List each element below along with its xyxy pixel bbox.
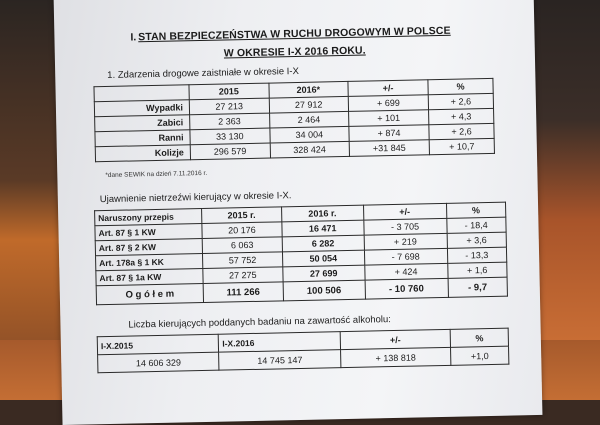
value-pct: - 18,4 xyxy=(446,217,506,233)
value-2015: 27 213 xyxy=(189,98,269,115)
header-cell: I-X.2015 xyxy=(97,334,219,355)
value-diff: + 219 xyxy=(364,233,447,250)
value-diff: - 3 705 xyxy=(363,218,446,235)
header-cell: 2016* xyxy=(268,81,348,98)
row-label: Art. 87 § 1a KW xyxy=(96,269,203,286)
total-2015: 111 266 xyxy=(203,282,283,303)
drunk-drivers-table xyxy=(94,202,508,306)
row-label: Wypadki xyxy=(94,100,189,117)
value-2015: 296 579 xyxy=(190,143,270,160)
value-diff: + 101 xyxy=(349,110,429,127)
value-pct: + 1,6 xyxy=(447,262,507,278)
total-diff: - 10 760 xyxy=(365,278,448,299)
value-diff: + 699 xyxy=(348,95,428,112)
section2-heading: Ujawnienie nietrzeźwi kierujący w okresie I-X. xyxy=(99,190,292,206)
value-2016: 27 912 xyxy=(269,96,349,113)
total-label: O g ó ł e m xyxy=(96,284,203,305)
value-2015: 6 063 xyxy=(202,237,282,254)
value-pct: + 2,6 xyxy=(429,123,494,139)
value-pct: - 13,3 xyxy=(447,247,507,263)
value-2016: 16 471 xyxy=(282,220,364,237)
value-2015: 20 176 xyxy=(202,222,282,239)
header-cell: I-X.2016 xyxy=(219,332,341,353)
header-cell: Naruszony przepis xyxy=(95,209,202,226)
value-2016: 2 464 xyxy=(269,111,349,128)
document-title-line1: STAN BEZPIECZEŃSTWA W RUCHU DROGOWYM W POLSCE xyxy=(138,24,451,44)
header-cell: +/- xyxy=(363,203,446,220)
value-pct: + 10,7 xyxy=(429,138,494,154)
value-diff: + 138 818 xyxy=(340,347,451,367)
value-2016: 14 745 147 xyxy=(219,350,341,371)
header-cell: 2015 r. xyxy=(202,207,282,224)
footnote: *dane SEWIK na dzień 7.11.2016 r. xyxy=(105,169,208,180)
total-2016: 100 506 xyxy=(283,280,365,301)
value-pct: + 4,3 xyxy=(429,108,494,124)
value-2016: 6 282 xyxy=(282,235,364,252)
value-diff: +31 845 xyxy=(349,140,429,157)
value-2016: 34 004 xyxy=(269,126,349,143)
value-pct: +1,0 xyxy=(451,346,509,365)
section-number: I. xyxy=(130,31,137,44)
document-sheet xyxy=(54,0,543,425)
header-cell: % xyxy=(446,202,506,218)
value-diff: + 874 xyxy=(349,125,429,142)
row-label: Kolizje xyxy=(95,145,190,162)
value-2015: 33 130 xyxy=(190,128,270,145)
alcohol-tests-table xyxy=(97,328,510,374)
section3-heading: Liczba kierujących poddanych badaniu na zawartość alkoholu: xyxy=(128,314,392,331)
document-title-line2: W OKRESIE I-X 2016 ROKU. xyxy=(223,44,366,60)
header-cell: % xyxy=(428,78,493,94)
value-pct: + 3,6 xyxy=(447,232,507,248)
header-cell: % xyxy=(450,328,508,347)
value-pct: + 2,6 xyxy=(428,93,493,109)
value-2016: 328 424 xyxy=(270,141,350,158)
value-diff: - 7 698 xyxy=(364,248,447,265)
total-pct: - 9,7 xyxy=(448,277,508,297)
value-2016: 27 699 xyxy=(283,265,365,282)
row-label: Art. 87 § 1 KW xyxy=(95,224,202,241)
value-2015: 2 363 xyxy=(190,113,270,130)
header-cell: 2016 r. xyxy=(281,205,363,222)
header-cell: 2015 xyxy=(189,83,269,100)
value-2015: 14 606 329 xyxy=(98,352,220,373)
row-label: Art. 178a § 1 KK xyxy=(96,254,203,271)
value-2016: 50 054 xyxy=(282,250,364,267)
row-label: Art. 87 § 2 KW xyxy=(95,239,202,256)
section1-heading: 1. Zdarzenia drogowe zaistniałe w okresie I-X xyxy=(107,65,300,81)
value-diff: + 424 xyxy=(364,263,447,280)
header-cell: +/- xyxy=(348,80,428,97)
value-2015: 57 752 xyxy=(202,252,282,269)
row-label: Ranni xyxy=(95,130,190,147)
header-cell: +/- xyxy=(340,329,451,349)
road-accidents-table xyxy=(93,78,495,162)
row-label: Zabici xyxy=(95,115,190,132)
value-2015: 27 275 xyxy=(203,267,283,284)
